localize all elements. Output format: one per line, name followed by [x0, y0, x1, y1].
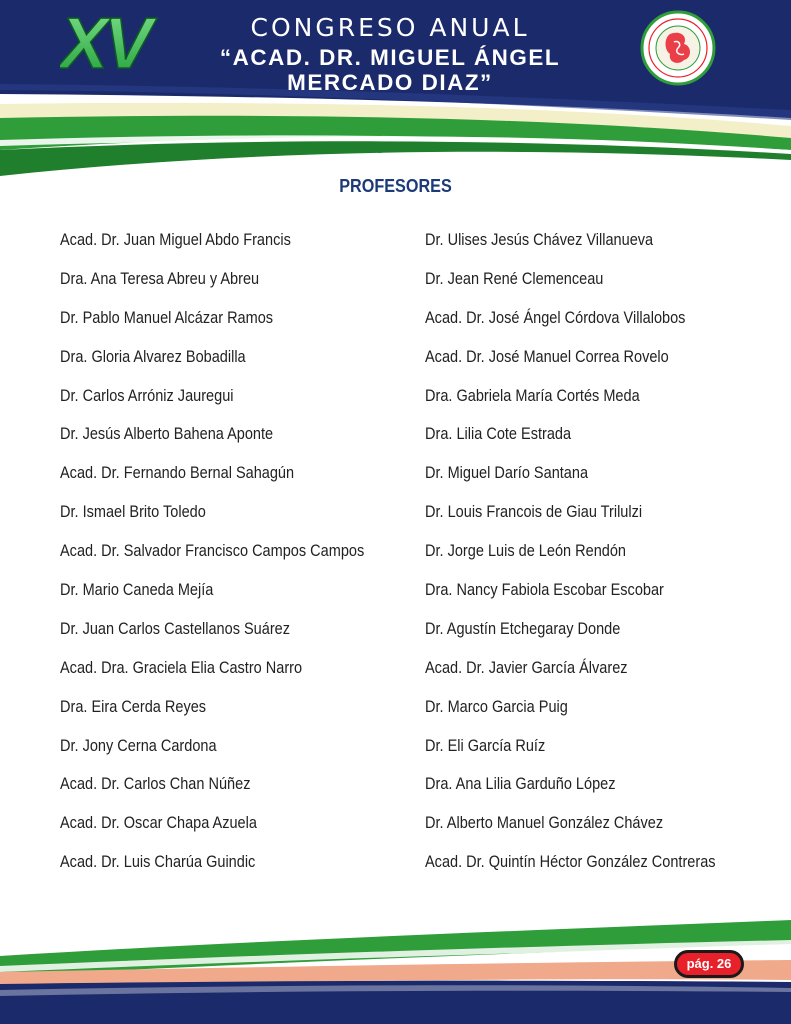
footer-banner: [0, 900, 791, 1024]
professor-name: Acad. Dr. Oscar Chapa Azuela: [60, 814, 257, 833]
professor-name: Acad. Dr. Salvador Francisco Campos Campos: [60, 542, 365, 561]
professor-name: Dra. Eira Cerda Reyes: [60, 697, 207, 716]
professor-name: Acad. Dr. Carlos Chan Núñez: [60, 775, 251, 794]
professors-list-left: [60, 229, 406, 890]
header-title-line2: “ACAD. DR. MIGUEL ÁNGEL MERCADO DIAZ”: [219, 44, 561, 96]
professor-name: Dr. Eli García Ruíz: [425, 736, 546, 755]
professor-name: Dr. Alberto Manuel González Chávez: [425, 814, 664, 833]
professor-name: Dr. Louis Francois de Giau Trilulzi: [425, 503, 643, 522]
professor-name: Dr. Pablo Manuel Alcázar Ramos: [60, 308, 274, 327]
roman-numeral-text: XV: [60, 8, 149, 78]
professor-name: Acad. Dra. Graciela Elia Castro Narro: [60, 658, 303, 677]
professor-name: Acad. Dr. José Ángel Córdova Villalobos: [425, 308, 686, 327]
professor-name: Dr. Jorge Luis de León Rendón: [425, 542, 626, 561]
professor-name: Dra. Lilia Cote Estrada: [425, 425, 572, 444]
professor-name: Dr. Ismael Brito Toledo: [60, 503, 206, 522]
professor-name: Acad. Dr. José Manuel Correa Rovelo: [425, 347, 669, 366]
professor-name: Dra. Ana Lilia Garduño López: [425, 775, 616, 794]
section-title: PROFESORES: [339, 176, 452, 196]
professor-name: Dra. Gloria Alvarez Bobadilla: [60, 347, 246, 366]
professors-list-right: [425, 229, 755, 890]
professor-name: Dr. Miguel Darío Santana: [425, 464, 589, 483]
professor-name: Dr. Ulises Jesús Chávez Villanueva: [425, 231, 654, 249]
professor-name: Acad. Dr. Javier García Álvarez: [425, 658, 628, 677]
professor-name: Dra. Gabriela María Cortés Meda: [425, 386, 640, 405]
professor-name: Acad. Dr. Luis Charúa Guindic: [60, 853, 256, 872]
professor-name: Dr. Agustín Etchegaray Donde: [425, 619, 621, 638]
header-title: [180, 14, 600, 95]
professor-name: Dr. Jean René Clemenceau: [425, 269, 604, 288]
professor-name: Dra. Nancy Fabiola Escobar Escobar: [425, 581, 664, 600]
professor-name: Dr. Jesús Alberto Bahena Aponte: [60, 425, 274, 444]
professor-name: Acad. Dr. Quintín Héctor González Contreras: [425, 853, 716, 872]
header-title-line1: CONGRESO ANUAL: [250, 13, 530, 42]
professor-name: Dra. Ana Teresa Abreu y Abreu: [60, 269, 260, 288]
page-number-badge: pág. 26: [674, 950, 744, 978]
professor-name: Acad. Dr. Fernando Bernal Sahagún: [60, 464, 295, 483]
association-seal-logo: [640, 8, 716, 88]
professor-name: Dr. Marco Garcia Puig: [425, 697, 568, 716]
professor-name: Dr. Carlos Arróniz Jauregui: [60, 386, 234, 405]
professor-name: Dr. Jony Cerna Cardona: [60, 736, 217, 755]
professor-name: Dr. Mario Caneda Mejía: [60, 581, 214, 600]
professor-name: Acad. Dr. Juan Miguel Abdo Francis: [60, 231, 291, 249]
roman-numeral-xv: [60, 8, 160, 78]
professor-name: Dr. Juan Carlos Castellanos Suárez: [60, 619, 291, 638]
